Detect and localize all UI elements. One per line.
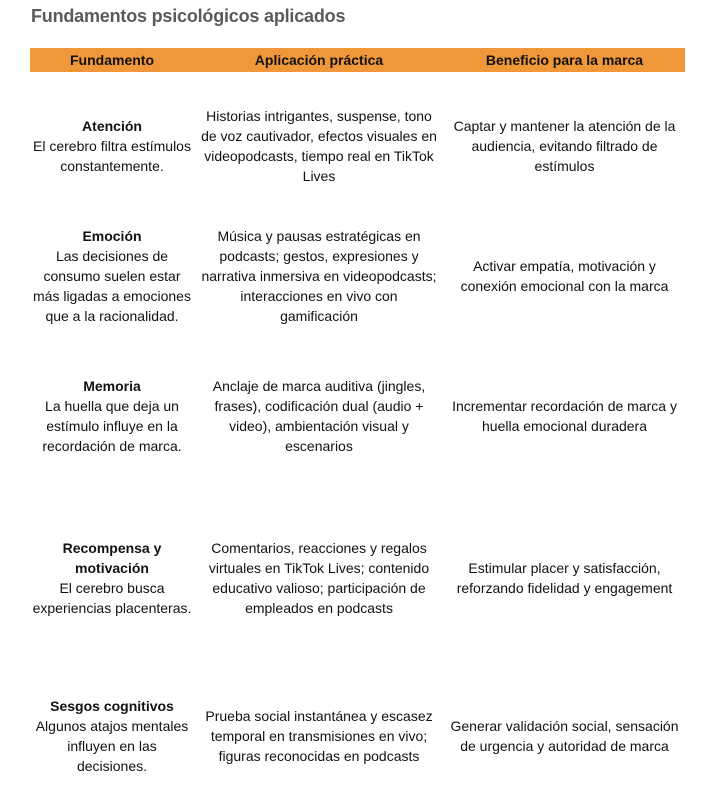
aplicacion-cell: Anclaje de marca auditiva (jingles, frases), codificación dual (audio + video), ambientación visual y escenarios <box>212 378 426 454</box>
aplicacion-cell: Historias intrigantes, suspense, tono de voz cautivador, efectos visuales en videopodcasts, tiempo real en TikTok Lives <box>201 108 437 184</box>
fundamento-cell <box>30 538 194 618</box>
fundamento-description: El cerebro filtra estímulos constantemente. <box>33 138 191 174</box>
table-row <box>30 692 685 780</box>
table-row <box>30 102 685 190</box>
fundamento-name: Memoria <box>83 378 141 394</box>
fundamento-cell <box>30 226 194 326</box>
table-row <box>30 524 685 632</box>
fundamentos-table <box>30 48 685 774</box>
table-header <box>30 48 685 72</box>
fundamento-name: Emoción <box>82 228 142 244</box>
beneficio-cell: Incrementar recordación de marca y huella emocional duradera <box>452 398 677 434</box>
beneficio-cell: Estimular placer y satisfacción, reforzando fidelidad y engagement <box>456 560 673 596</box>
table-row <box>30 214 685 338</box>
fundamento-description: El cerebro busca experiencias placenteras. <box>32 580 192 616</box>
fundamento-name: Atención <box>82 118 142 134</box>
fundamento-cell <box>30 696 194 776</box>
header-aplicacion: Aplicación práctica <box>254 52 384 68</box>
beneficio-cell: Captar y mantener la atención de la audiencia, evitando filtrado de estímulos <box>453 118 676 174</box>
beneficio-cell: Generar validación social, sensación de urgencia y autoridad de marca <box>450 718 679 754</box>
aplicacion-cell: Comentarios, reacciones y regalos virtuales en TikTok Lives; contenido educativo valioso; participación de empleados en podcasts <box>208 540 430 616</box>
fundamento-description: La huella que deja un estímulo influye en la recordación de marca. <box>42 398 182 454</box>
fundamento-cell <box>30 116 194 176</box>
fundamento-description: Las decisiones de consumo suelen estar más ligadas a emociones que a la racionalidad. <box>33 248 191 324</box>
table-row <box>30 372 685 460</box>
aplicacion-cell: Música y pausas estratégicas en podcasts; gestos, expresiones y narrativa inmersiva en videopodcasts; interacciones en vivo con gamificación <box>201 228 437 324</box>
header-fundamento: Fundamento <box>70 52 154 68</box>
page-title: Fundamentos psicológicos aplicados <box>31 6 346 26</box>
fundamento-name: Recompensa y motivación <box>62 540 162 576</box>
aplicacion-cell: Prueba social instantánea y escasez temporal en transmisiones en vivo; figuras reconocidas en podcasts <box>205 708 433 764</box>
fundamento-cell <box>30 376 194 456</box>
fundamento-description: Algunos atajos mentales influyen en las decisiones. <box>35 718 189 774</box>
header-beneficio: Beneficio para la marca <box>485 52 644 68</box>
fundamento-name: Sesgos cognitivos <box>50 698 174 714</box>
beneficio-cell: Activar empatía, motivación y conexión emocional con la marca <box>460 258 669 294</box>
